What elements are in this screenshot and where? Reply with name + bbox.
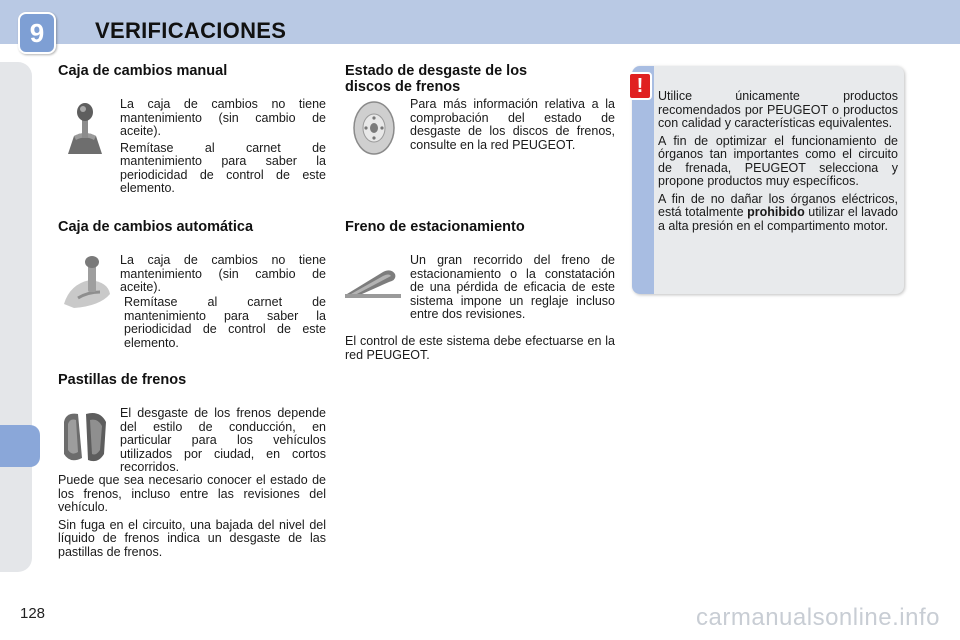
warning-paragraph-3-before: A fin de no dañar los órganos eléctricos, está totalmente: [658, 191, 898, 219]
page-number: 128: [20, 605, 46, 622]
warning-text: [658, 90, 898, 237]
section-title-brake-discs-line1: Estado de desgaste de los: [345, 63, 528, 79]
parking-brake-lever-icon: [345, 264, 401, 300]
warning-paragraph-3: [658, 193, 898, 234]
chapter-title: VERIFICACIONES: [95, 18, 287, 43]
section-title-automatic-gearbox: Caja de cambios automática: [58, 219, 254, 235]
brake-discs-paragraph-1: Para más información relativa a la comprobación del estado de desgaste de los discos de frenos, consulte en la red PEUGEOT.: [410, 97, 615, 152]
manual-gearbox-text: [120, 98, 326, 196]
warning-box-stripe: [632, 66, 654, 294]
warning-paragraph-1: Utilice únicamente productos recomendados por PEUGEOT o productos con calidad y características equivalentes.: [658, 89, 898, 130]
brake-pads-icon: [60, 408, 110, 466]
brake-pads-text-full: [58, 474, 326, 559]
brake-disc-icon: [350, 100, 396, 156]
section-title-brake-discs-line2: discos de frenos: [345, 79, 461, 95]
chapter-tab-marker: [0, 425, 40, 467]
automatic-gearbox-text: [120, 254, 326, 295]
left-margin-strip: [0, 62, 32, 572]
warning-exclamation-icon: !: [628, 72, 652, 100]
gear-lever-icon: [60, 100, 110, 156]
watermark: carmanualsonline.info: [696, 604, 940, 631]
section-brake-pads: [58, 372, 333, 388]
chapter-number-badge: 9: [18, 12, 56, 54]
brake-pads-paragraph-1: El desgaste de los frenos depende del estilo de conducción, en particular para los vehículos utilizados por ciudad, en cortos recorridos.: [120, 406, 326, 474]
parking-brake-text-full: [345, 335, 615, 362]
section-manual-gearbox: [58, 63, 333, 79]
section-title-brake-pads: Pastillas de frenos: [58, 372, 187, 388]
manual-gearbox-paragraph-2: Remítase al carnet de mantenimiento para saber la periodicidad de control de este elemento.: [120, 140, 326, 195]
parking-brake-paragraph-2: El control de este sistema debe efectuarse en la red PEUGEOT.: [345, 334, 615, 362]
section-automatic-gearbox: [58, 219, 333, 235]
section-parking-brake: [345, 219, 615, 235]
parking-brake-paragraph-1: Un gran recorrido del freno de estacionamiento o la constatación de una pérdida de eficacia de este sistema impone un reglaje incluso entre dos revisiones.: [410, 253, 615, 321]
section-title-parking-brake: Freno de estacionamiento: [345, 219, 525, 235]
section-brake-discs: [345, 63, 615, 95]
warning-paragraph-2: A fin de optimizar el funcionamiento de órganos tan importantes como el circuito de frenada, PEUGEOT selecciona y propone productos muy específicos.: [658, 133, 898, 188]
manual-gearbox-paragraph-1: La caja de cambios no tiene mantenimiento (sin cambio de aceite).: [120, 97, 326, 138]
automatic-gear-selector-icon: [60, 254, 114, 310]
automatic-gearbox-paragraph-1: La caja de cambios no tiene mantenimiento (sin cambio de aceite).: [120, 253, 326, 294]
automatic-gearbox-text-2: [124, 296, 326, 350]
brake-pads-text-indented: [120, 407, 326, 475]
brake-pads-paragraph-1b: Puede que sea necesario conocer el estado de los frenos, incluso entre las revisiones del vehículo.: [58, 473, 326, 514]
brake-discs-text: [410, 98, 615, 152]
automatic-gearbox-paragraph-2: Remítase al carnet de mantenimiento para saber la periodicidad de control de este elemento.: [124, 295, 326, 350]
warning-prohibited-word: prohibido: [747, 205, 805, 219]
brake-pads-paragraph-2: Sin fuga en el circuito, una bajada del nivel del líquido de frenos indica un desgaste de las pastillas de frenos.: [58, 517, 326, 559]
section-title-manual-gearbox: Caja de cambios manual: [58, 63, 228, 79]
warning-paragraph-3-after: utilizar el lavado a alta presión en el compartimento motor.: [658, 205, 898, 233]
parking-brake-text-indented: [410, 254, 615, 322]
